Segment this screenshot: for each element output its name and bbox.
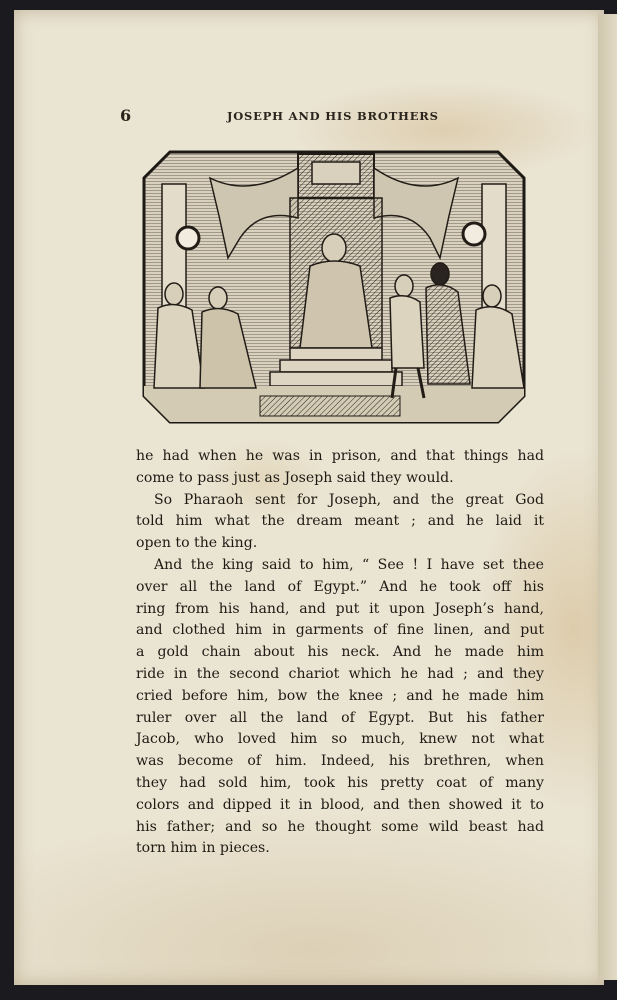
text-line: come to pass just as Joseph said they would. (136, 469, 454, 486)
text-line: So Pharaoh sent for Joseph, and the great God (154, 491, 544, 508)
joseph-head (395, 275, 413, 297)
pharaoh-head (322, 234, 346, 262)
text-line: his father; and so he thought some wild beast had (136, 818, 544, 835)
right-figure-2-head (483, 285, 501, 307)
text-line: torn him in pieces. (136, 840, 270, 857)
text-line: over all the land of Egypt.” And he took off his (136, 578, 544, 595)
right-figure-1-head (431, 263, 449, 285)
left-figure-1-head (165, 283, 183, 305)
left-round-window (177, 227, 199, 249)
running-head (120, 106, 450, 126)
text-line: Jacob, who loved him so much, knew not what (136, 731, 544, 748)
throne-step-2 (280, 360, 392, 372)
text-line: a gold chain about his neck. And he made him (136, 644, 544, 661)
text-line: he had when he was in prison, and that things had (136, 448, 544, 464)
text-line: ring from his hand, and put it upon Joseph’s hand, (136, 600, 544, 617)
text-line: was become of him. Indeed, his brethren, when (136, 753, 544, 770)
right-round-window (463, 223, 485, 245)
throne-step-3 (270, 372, 402, 386)
text-line: ruler over all the land of Egypt. But his father (136, 709, 544, 726)
joseph-body (390, 296, 424, 368)
engraving-illustration (140, 148, 528, 426)
text-line: told him what the dream meant ; and he laid it (136, 513, 544, 530)
page-number: 6 (120, 106, 132, 125)
text-line: colors and dipped it in blood, and then showed it to (136, 796, 544, 813)
throne-step-1 (290, 348, 382, 360)
running-title: JOSEPH AND HIS BROTHERS (227, 109, 439, 123)
left-figure-2-head (209, 287, 227, 309)
body-text (136, 446, 544, 860)
text-line: they had sold him, took his pretty coat of many (136, 774, 544, 791)
text-line: And the king said to him, “ See ! I have set thee (154, 556, 544, 573)
pharaoh-robe (300, 261, 372, 348)
text-line: ride in the second chariot which he had ; and they (136, 665, 544, 682)
next-page-edge (598, 14, 617, 980)
text-line: and clothed him in garments of fine linen, and put (136, 622, 544, 639)
text-line: cried before him, bow the knee ; and he made him (136, 687, 544, 704)
text-line: open to the king. (136, 535, 258, 552)
